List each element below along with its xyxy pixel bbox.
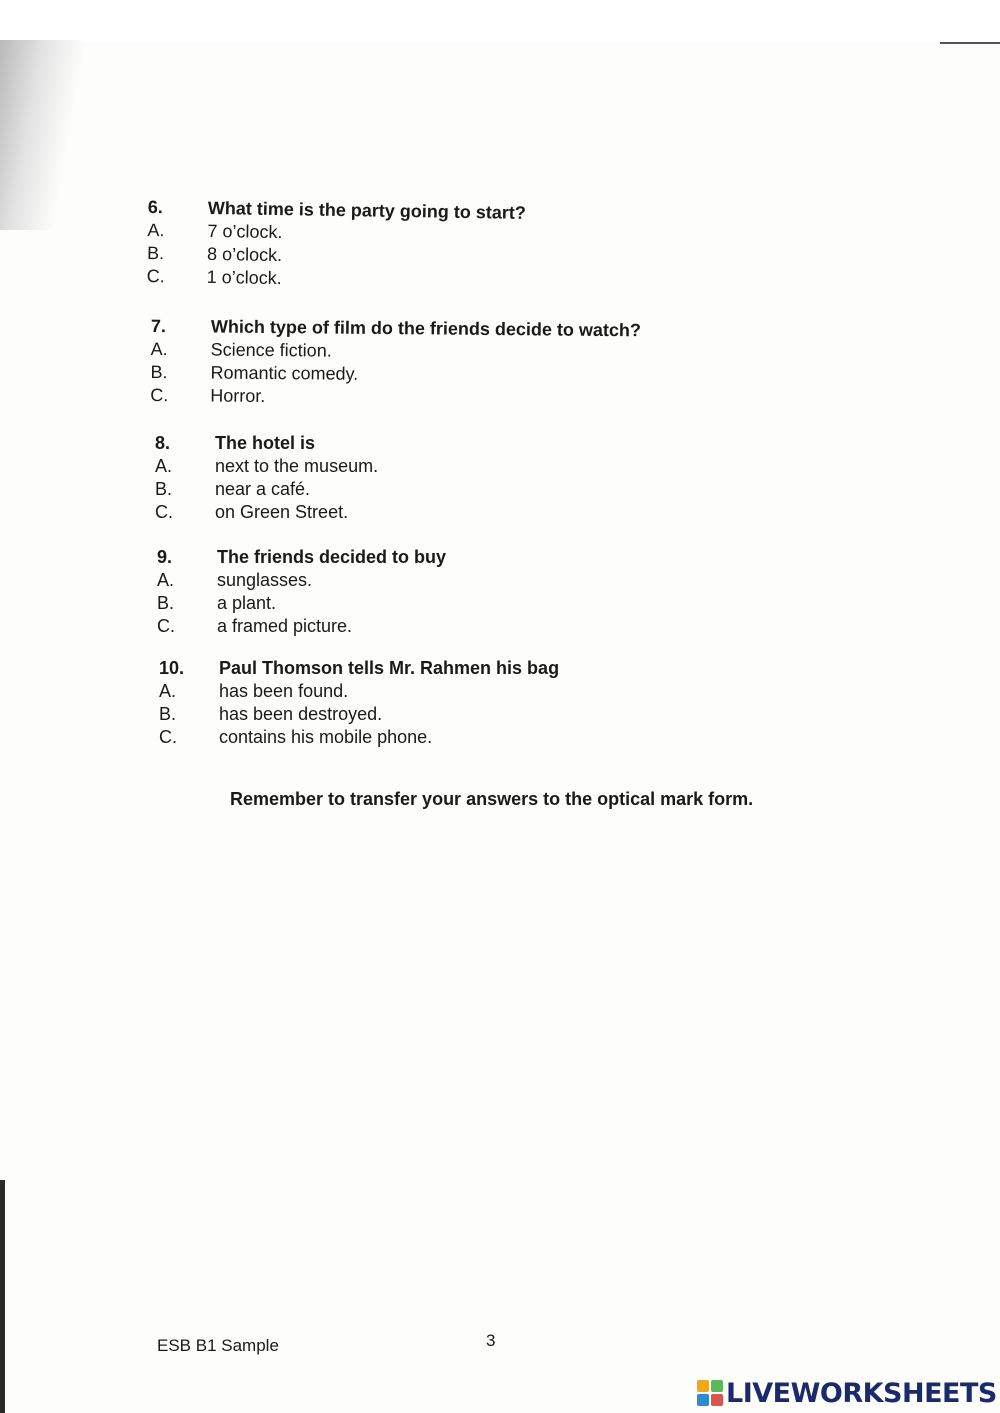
- option-c[interactable]: [150, 384, 640, 411]
- option-text: contains his mobile phone.: [219, 727, 433, 747]
- option-text: on Green Street.: [215, 502, 349, 522]
- scan-shadow: [0, 40, 90, 230]
- question-stem-row: [157, 546, 446, 569]
- option-letter: A.: [147, 219, 165, 241]
- option-letter: A.: [159, 681, 177, 701]
- option-letter: B.: [159, 704, 177, 724]
- scan-top-margin: [0, 0, 1000, 42]
- option-a[interactable]: [157, 569, 446, 592]
- option-b[interactable]: [157, 592, 446, 615]
- option-text: a plant.: [217, 593, 277, 613]
- option-text: near a café.: [215, 479, 311, 499]
- option-text: has been found.: [219, 681, 349, 701]
- option-text: 1 o’clock.: [206, 266, 282, 289]
- option-text: 7 o’clock.: [207, 220, 283, 243]
- option-b[interactable]: [159, 703, 559, 726]
- option-letter: B.: [155, 479, 173, 499]
- reminder-note: Remember to transfer your answers to the optical mark form.: [230, 789, 754, 809]
- question-10: [159, 657, 559, 749]
- option-c[interactable]: [155, 501, 378, 524]
- question-stem: Paul Thomson tells Mr. Rahmen his bag: [219, 658, 560, 678]
- option-text: Romantic comedy.: [210, 362, 359, 384]
- option-letter: B.: [146, 242, 165, 264]
- option-text: Horror.: [210, 385, 266, 407]
- scan-edge-line: [940, 42, 1000, 44]
- option-text: 8 o’clock.: [206, 243, 283, 266]
- option-letter: C.: [150, 384, 169, 406]
- question-number: 6.: [147, 196, 163, 218]
- option-c[interactable]: [157, 615, 446, 638]
- question-6: [147, 196, 526, 294]
- footer-label: ESB B1 Sample: [157, 1336, 279, 1355]
- option-letter: B.: [150, 361, 168, 383]
- question-number: 8.: [155, 433, 171, 453]
- option-text: Science fiction.: [210, 339, 332, 361]
- option-c[interactable]: [159, 726, 559, 749]
- liveworksheets-logo[interactable]: [697, 1378, 997, 1408]
- question-number: 10.: [159, 658, 185, 678]
- question-stem: Which type of film do the friends decide to watch?: [210, 316, 642, 341]
- question-stem-row: [155, 432, 378, 455]
- question-stem-row: [159, 657, 559, 680]
- option-letter: C.: [146, 265, 165, 287]
- option-text: next to the museum.: [215, 456, 379, 476]
- option-c[interactable]: [147, 265, 525, 294]
- option-letter: B.: [157, 593, 175, 613]
- option-letter: A.: [157, 570, 175, 590]
- option-text: a framed picture.: [217, 616, 353, 636]
- option-letter: A.: [155, 456, 173, 476]
- brand-tile: [697, 1380, 709, 1392]
- option-letter: C.: [157, 616, 175, 636]
- question-number: 7.: [150, 315, 167, 337]
- option-b[interactable]: [155, 478, 378, 501]
- question-7: [150, 315, 641, 411]
- option-letter: C.: [159, 727, 177, 747]
- option-text: sunglasses.: [217, 570, 313, 590]
- brand-name: LIVEWORKSHEETS: [726, 1377, 997, 1409]
- option-text: has been destroyed.: [219, 704, 383, 724]
- brand-tiles-icon: [697, 1380, 723, 1406]
- scan-left-edge: [0, 1180, 5, 1413]
- question-9: [157, 546, 446, 638]
- page-number: 3: [486, 1331, 496, 1350]
- question-stem: What time is the party going to start?: [207, 197, 526, 223]
- question-stem: The friends decided to buy: [217, 547, 447, 567]
- brand-tile: [697, 1394, 709, 1406]
- brand-tile: [711, 1380, 723, 1392]
- option-a[interactable]: [155, 455, 378, 478]
- option-a[interactable]: [159, 680, 559, 703]
- option-letter: A.: [150, 338, 168, 360]
- question-stem: The hotel is: [215, 433, 316, 453]
- question-8: [155, 432, 378, 524]
- question-number: 9.: [157, 547, 173, 567]
- brand-tile: [711, 1394, 723, 1406]
- option-letter: C.: [155, 502, 173, 522]
